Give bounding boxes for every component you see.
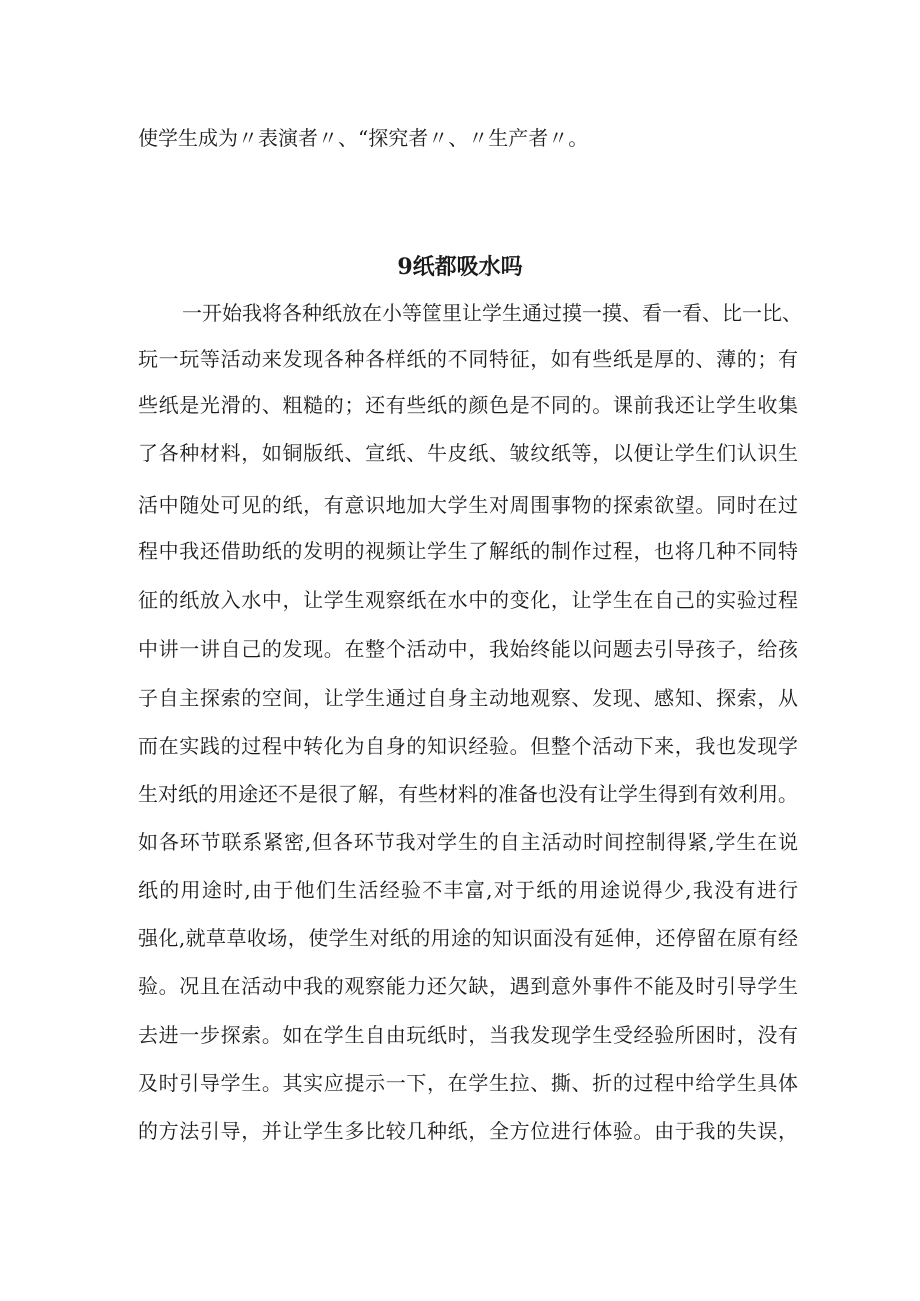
paragraph-line-14: 强化,就草草收场，使学生对纸的用途的知识面没有延伸，还停留在原有经 <box>138 926 798 950</box>
paragraph-line-6: 程中我还借助纸的发明的视频让学生了解纸的制作过程，也将几种不同特 <box>138 539 798 563</box>
paragraph-line-3: 些纸是光滑的、粗糙的；还有些纸的颜色是不同的。课前我还让学生收集 <box>138 393 798 417</box>
paragraph-line-8: 中讲一讲自己的发现。在整个活动中，我始终能以问题去引导孩子，给孩 <box>138 637 798 661</box>
paragraph-line-1: 一开始我将各种纸放在小等筐里让学生通过摸一摸、看一看、比一比、 <box>182 301 802 325</box>
top-line: 使学生成为〃表演者〃、“探究者〃、〃生产者〃。 <box>138 126 589 150</box>
paragraph-line-16: 去进一步探索。如在学生自由玩纸时，当我发现学生受经验所困时，没有 <box>138 1023 798 1047</box>
paragraph-line-11: 生对纸的用途还不是很了解，有些材料的准备也没有让学生得到有效利用。 <box>138 782 798 806</box>
paragraph-line-9: 子自主探索的空间，让学生通过自身主动地观察、发现、感知、探索，从 <box>138 686 798 710</box>
paragraph-line-13: 纸的用途时,由于他们生活经验不丰富,对于纸的用途说得少,我没有进行 <box>138 878 798 902</box>
paragraph-line-15: 验。况且在活动中我的观察能力还欠缺，遇到意外事件不能及时引导学生 <box>138 974 798 998</box>
paragraph-line-7: 征的纸放入水中，让学生观察纸在水中的变化，让学生在自己的实验过程 <box>138 588 798 612</box>
paragraph-line-5: 活中随处可见的纸，有意识地加大学生对周围事物的探索欲望。同时在过 <box>138 493 798 517</box>
paragraph-line-4: 了各种材料，如铜版纸、宣纸、牛皮纸、皱纹纸等，以便让学生们认识生 <box>138 441 798 465</box>
paragraph-line-10: 而在实践的过程中转化为自身的知识经验。但整个活动下来，我也发现学 <box>138 734 798 758</box>
paragraph-line-12: 如各环节联系紧密,但各环节我对学生的自主活动时间控制得紧,学生在说 <box>138 830 798 854</box>
paragraph-line-18: 的方法引导，并让学生多比较几种纸，全方位进行体验。由于我的失误， <box>138 1119 798 1143</box>
section-title: 9纸都吸水吗 <box>397 254 523 280</box>
paragraph-line-17: 及时引导学生。其实应提示一下，在学生拉、撕、折的过程中给学生具体 <box>138 1071 798 1095</box>
paragraph-line-2: 玩一玩等活动来发现各种各样纸的不同特征，如有些纸是厚的、薄的；有 <box>138 347 798 371</box>
